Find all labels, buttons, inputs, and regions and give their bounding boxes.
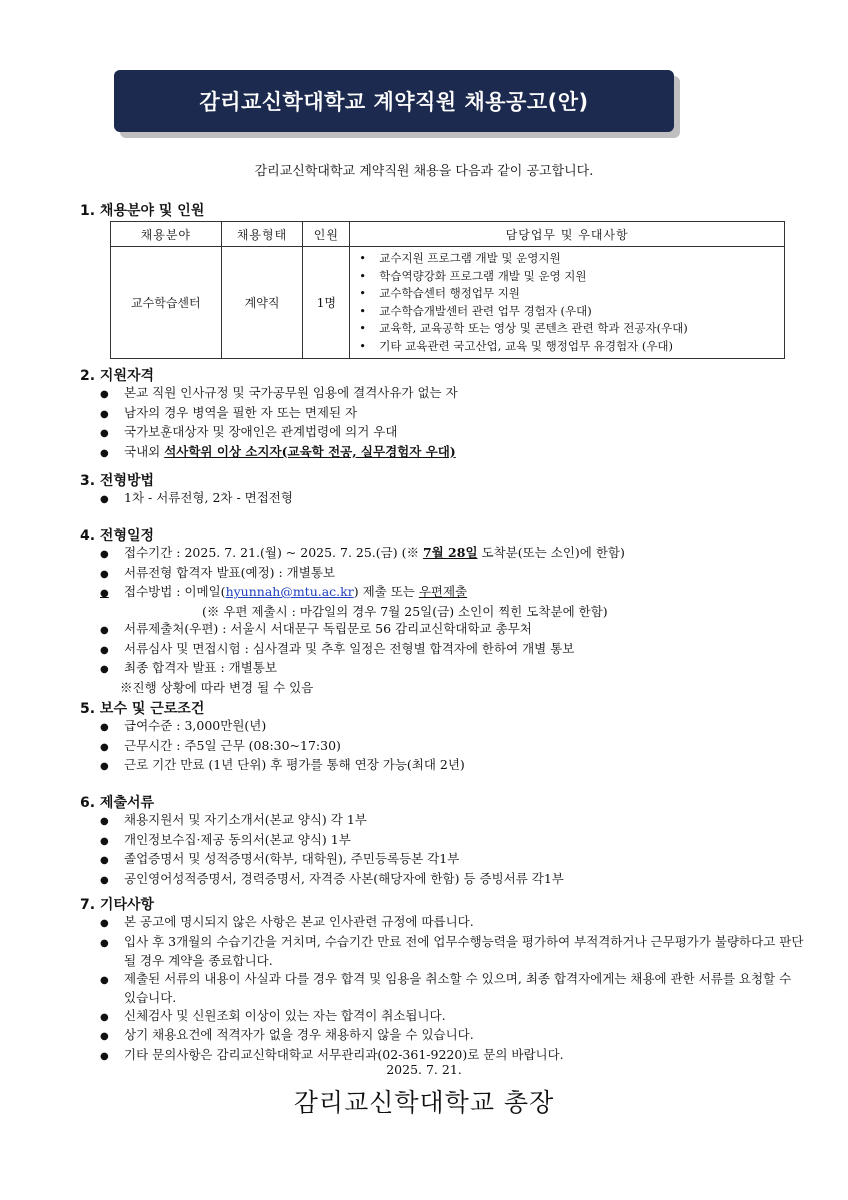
deadline-date: 7월 28일: [422, 545, 478, 560]
header-type: 채용형태: [221, 222, 303, 247]
list-item: ● 접수기간 : 2025. 7. 21.(월) ~ 2025. 7. 25.(금) (※ 7월 28일 도착분(또는 소인)에 한함): [100, 545, 625, 560]
section-7-title: 7. 기타사항: [80, 897, 155, 913]
list-item: ● 서류제출처(우편) : 서울시 서대문구 독립문로 56 감리교신학대학교 총무처: [100, 621, 532, 636]
email-link[interactable]: hyunnah@mtu.ac.kr: [225, 584, 354, 599]
table-row: [111, 247, 785, 359]
list-note: ※진행 상황에 따라 변경 될 수 있음: [120, 679, 314, 695]
page-title: 감리교신학대학교 계약직원 채용공고(안): [199, 90, 589, 114]
list-item: ● 상기 채용요건에 적격자가 없을 경우 채용하지 않을 수 있습니다.: [100, 1027, 474, 1042]
list-item: ● 본 공고에 명시되지 않은 사항은 본교 인사관련 규정에 따릅니다.: [100, 914, 474, 929]
header-duties: 담당업무 및 우대사항: [350, 222, 785, 247]
conditions-list: [100, 717, 465, 776]
list-item: ● 근로 기간 만료 (1년 단위) 후 평가를 통해 연장 가능(최대 2년): [100, 757, 465, 772]
section-2-title: 2. 지원자격: [80, 368, 155, 384]
list-item: ● 1차 - 서류전형, 2차 - 면접전형: [100, 490, 293, 505]
list-item: ● 근무시간 : 주5일 근무 (08:30~17:30): [100, 737, 341, 753]
duty-item: • 교육학, 교육공학 또는 영상 및 콘텐츠 관련 학과 전공자(우대): [355, 320, 779, 338]
section-5-title: 5. 보수 및 근로조건: [80, 701, 205, 717]
section-6-title: 6. 제출서류: [80, 795, 155, 811]
duty-item: • 교수지원 프로그램 개발 및 운영지원: [355, 250, 779, 268]
header-field: 채용분야: [111, 222, 222, 247]
banner-box: [114, 70, 674, 132]
list-item: ● 국가보훈대상자 및 장애인은 관계법령에 의거 우대: [100, 424, 398, 439]
recruit-table: [110, 221, 785, 359]
duty-item: • 기타 교육관련 국고산업, 교육 및 행정업무 유경험자 (우대): [355, 338, 779, 356]
duty-item: • 학습역량강화 프로그램 개발 및 운영 지원: [355, 268, 779, 286]
section-4-title: 4. 전형일정: [80, 528, 155, 544]
cell-duties: [350, 247, 785, 359]
list-item: ● 기타 문의사항은 감리교신학대학교 서무관리과(02-361-9220)로 문의 바랍니다.: [100, 1046, 564, 1062]
signer: 감리교신학대학교 총장: [293, 1088, 555, 1117]
duty-item: • 교수학습센터 행정업무 지원: [355, 285, 779, 303]
intro-text: 감리교신학대학교 계약직원 채용을 다음과 같이 공고합니다.: [254, 164, 594, 179]
list-item: ● 제출된 서류의 내용이 사실과 다를 경우 합격 및 임용을 취소할 수 있으며, 최종 합격자에게는 채용에 관한 서류를 요청할 수 있습니다.: [100, 970, 792, 1005]
title-banner: [114, 70, 674, 138]
table-header-row: [111, 222, 785, 247]
list-item: ● 국내외 석사학위 이상 소지자(교육학 전공, 실무경험자 우대): [100, 443, 456, 459]
degree-requirement: 석사학위 이상 소지자(교육학 전공, 실무경험자 우대): [164, 443, 456, 459]
announcement-date: 2025. 7. 21.: [386, 1062, 462, 1077]
list-item: ● 공인영어성적증명서, 경력증명서, 자격증 사본(해당자에 한함) 등 증빙서류 각1부: [100, 870, 564, 886]
section-3-title: 3. 전형방법: [80, 473, 155, 489]
qualification-list: [100, 384, 458, 462]
list-item: ● 졸업증명서 및 성적증명서(학부, 대학원), 주민등록등본 각1부: [100, 851, 460, 866]
list-item: ● 서류심사 및 면접시험 : 심사결과 및 추후 일정은 전형별 합격자에 한하여 개별 통보: [100, 640, 575, 656]
cell-type: 계약직: [221, 247, 303, 359]
duty-item: • 교수학습개발센터 관련 업무 경험자 (우대): [355, 303, 779, 321]
selection-list: [100, 489, 293, 509]
list-item: ● 접수방법 : 이메일(hyunnah@mtu.ac.kr) 제출 또는 우편제출: [100, 584, 468, 599]
list-item: ● 남자의 경우 병역을 필한 자 또는 면제된 자: [100, 404, 358, 420]
list-item: ● 최종 합격자 발표 : 개별통보: [100, 660, 277, 675]
cell-count: 1명: [303, 247, 350, 359]
cell-field: 교수학습센터: [111, 247, 222, 359]
schedule-list: [100, 544, 625, 696]
list-item: ● 개인정보수집·제공 동의서(본교 양식) 1부: [100, 831, 351, 847]
list-item: ● 서류전형 합격자 발표(예정) : 개별통보: [100, 564, 335, 580]
list-item: ● 입사 후 3개월의 수습기간을 거치며, 수습기간 만료 전에 업무수행능력을 평가하여 부적격하거나 근무평가가 불량하다고 판단될 경우 계약을 종료합니다.: [100, 933, 804, 968]
documents-list: [100, 811, 564, 889]
list-item: ● 신체검사 및 신원조회 이상이 있는 자는 합격이 취소됩니다.: [100, 1007, 446, 1023]
list-item: ● 채용지원서 및 자기소개서(본교 양식) 각 1부: [100, 812, 367, 827]
list-item: ● 본교 직원 인사규정 및 국가공무원 임용에 결격사유가 없는 자: [100, 385, 458, 400]
list-item: ● 급여수준 : 3,000만원(년): [100, 718, 267, 733]
misc-list: [100, 913, 804, 1065]
list-note: (※ 우편 제출시 : 마감일의 경우 7월 25일(금) 소인이 찍힌 도착분에 한함): [202, 603, 608, 619]
header-count: 인원: [303, 222, 350, 247]
section-1-title: 1. 채용분야 및 인원: [80, 203, 205, 219]
